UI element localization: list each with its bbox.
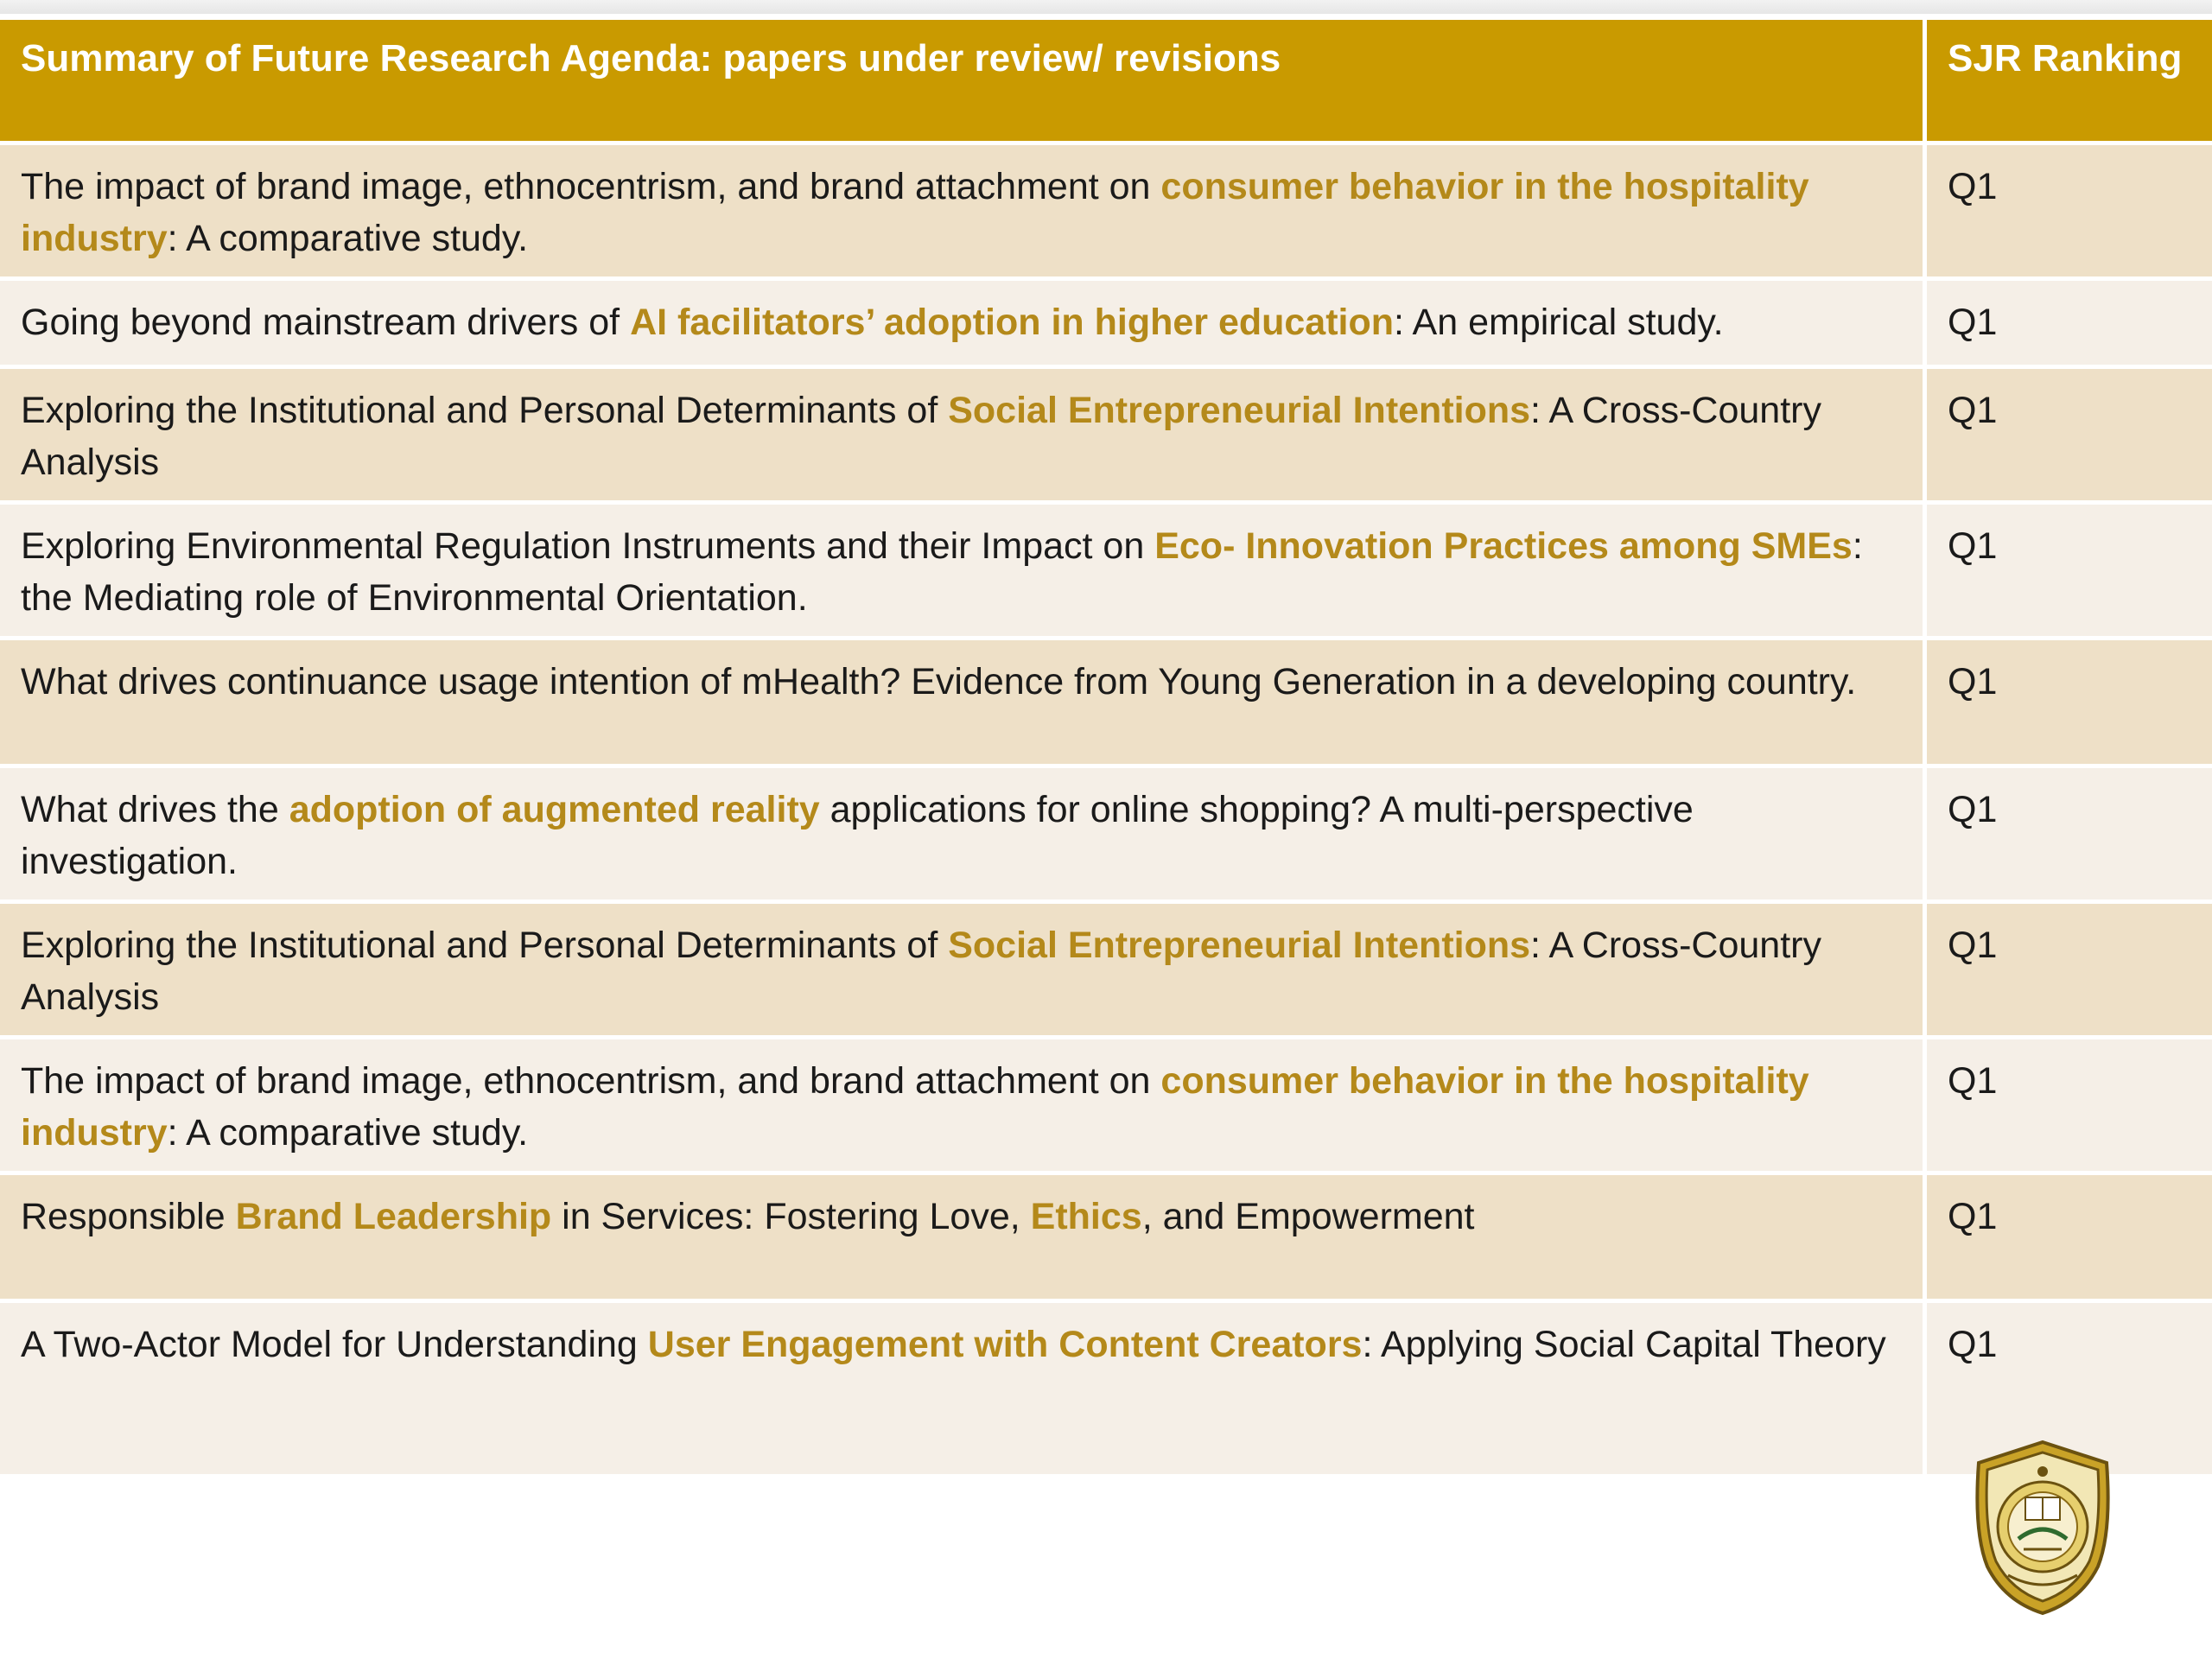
- paper-title-cell: [0, 1175, 1923, 1299]
- highlighted-topic: Eco- Innovation Practices among SMEs: [1154, 525, 1853, 567]
- table-row: [0, 145, 2212, 276]
- highlighted-topic: Brand Leadership: [235, 1196, 552, 1237]
- table-row: [0, 281, 2212, 365]
- title-text: Going beyond mainstream drivers of: [21, 302, 631, 343]
- sjr-ranking-cell: Q1: [1923, 904, 2212, 1035]
- sjr-ranking-cell: Q1: [1923, 1303, 2212, 1474]
- paper-title-cell: [0, 904, 1923, 1035]
- paper-title-cell: [0, 369, 1923, 500]
- title-text: What drives the: [21, 789, 289, 830]
- title-text: : A comparative study.: [167, 218, 529, 259]
- title-text: Exploring Environmental Regulation Instruments and their Impact on: [21, 525, 1155, 567]
- sjr-ranking-cell: Q1: [1923, 768, 2212, 899]
- table-row: [0, 505, 2212, 636]
- header-sjr-ranking: SJR Ranking: [1923, 20, 2212, 141]
- sjr-ranking-cell: Q1: [1923, 1175, 2212, 1299]
- header-title: Summary of Future Research Agenda: papers under review/ revisions: [0, 20, 1923, 141]
- title-text: : the Mediating role of Environmental Orientation.: [21, 525, 1863, 619]
- paper-title-cell: [0, 1303, 1923, 1474]
- table-row: [0, 1039, 2212, 1171]
- paper-title-cell: [0, 1039, 1923, 1171]
- highlighted-topic: Social Entrepreneurial Intentions: [948, 925, 1531, 966]
- table-row: [0, 369, 2212, 500]
- title-text: The impact of brand image, ethnocentrism, and brand attachment on: [21, 166, 1161, 207]
- paper-title-cell: [0, 145, 1923, 276]
- title-text: Responsible: [21, 1196, 236, 1237]
- title-text: Exploring the Institutional and Personal Determinants of: [21, 925, 949, 966]
- title-text: : An empirical study.: [1394, 302, 1724, 343]
- sjr-ranking-cell: Q1: [1923, 369, 2212, 500]
- highlighted-topic: Ethics: [1030, 1196, 1142, 1237]
- title-text: A Two-Actor Model for Understanding: [21, 1324, 648, 1365]
- sjr-ranking-cell: Q1: [1923, 145, 2212, 276]
- highlighted-topic: consumer behavior in the hospitality industry: [21, 166, 1809, 259]
- title-text: applications for online shopping? A multi-perspective investigation.: [21, 789, 1694, 882]
- table-row: [0, 1303, 2212, 1474]
- title-text: : Applying Social Capital Theory: [1362, 1324, 1886, 1365]
- sjr-ranking-cell: Q1: [1923, 640, 2212, 764]
- title-text: : A Cross-Country Analysis: [21, 390, 1821, 483]
- highlighted-topic: User Engagement with Content Creators: [647, 1324, 1363, 1365]
- title-text: in Services: Fostering Love,: [551, 1196, 1031, 1237]
- paper-title-cell: [0, 281, 1923, 365]
- title-text: The impact of brand image, ethnocentrism, and brand attachment on: [21, 1060, 1161, 1102]
- highlighted-topic: adoption of augmented reality: [289, 789, 820, 830]
- university-seal-icon: [1968, 1437, 2117, 1618]
- table-row: [0, 768, 2212, 899]
- highlighted-topic: Social Entrepreneurial Intentions: [948, 390, 1531, 431]
- top-border: [0, 0, 2212, 14]
- title-text: What drives continuance usage intention of mHealth? Evidence from Young Generation in a developing country.: [21, 661, 1857, 702]
- sjr-ranking-cell: Q1: [1923, 505, 2212, 636]
- highlighted-topic: consumer behavior in the hospitality industry: [21, 1060, 1809, 1154]
- table-body: [0, 145, 2212, 1474]
- paper-title-cell: [0, 505, 1923, 636]
- table-row: [0, 1175, 2212, 1299]
- research-agenda-table: [0, 16, 2212, 1478]
- title-text: : A comparative study.: [167, 1112, 529, 1154]
- paper-title-cell: [0, 640, 1923, 764]
- sjr-ranking-cell: Q1: [1923, 281, 2212, 365]
- table-row: [0, 904, 2212, 1035]
- title-text: , and Empowerment: [1141, 1196, 1475, 1237]
- title-text: Exploring the Institutional and Personal Determinants of: [21, 390, 949, 431]
- highlighted-topic: AI facilitators’ adoption in higher education: [630, 302, 1395, 343]
- table-row: [0, 640, 2212, 764]
- paper-title-cell: [0, 768, 1923, 899]
- sjr-ranking-cell: Q1: [1923, 1039, 2212, 1171]
- table-header-row: [0, 20, 2212, 141]
- title-text: : A Cross-Country Analysis: [21, 925, 1821, 1018]
